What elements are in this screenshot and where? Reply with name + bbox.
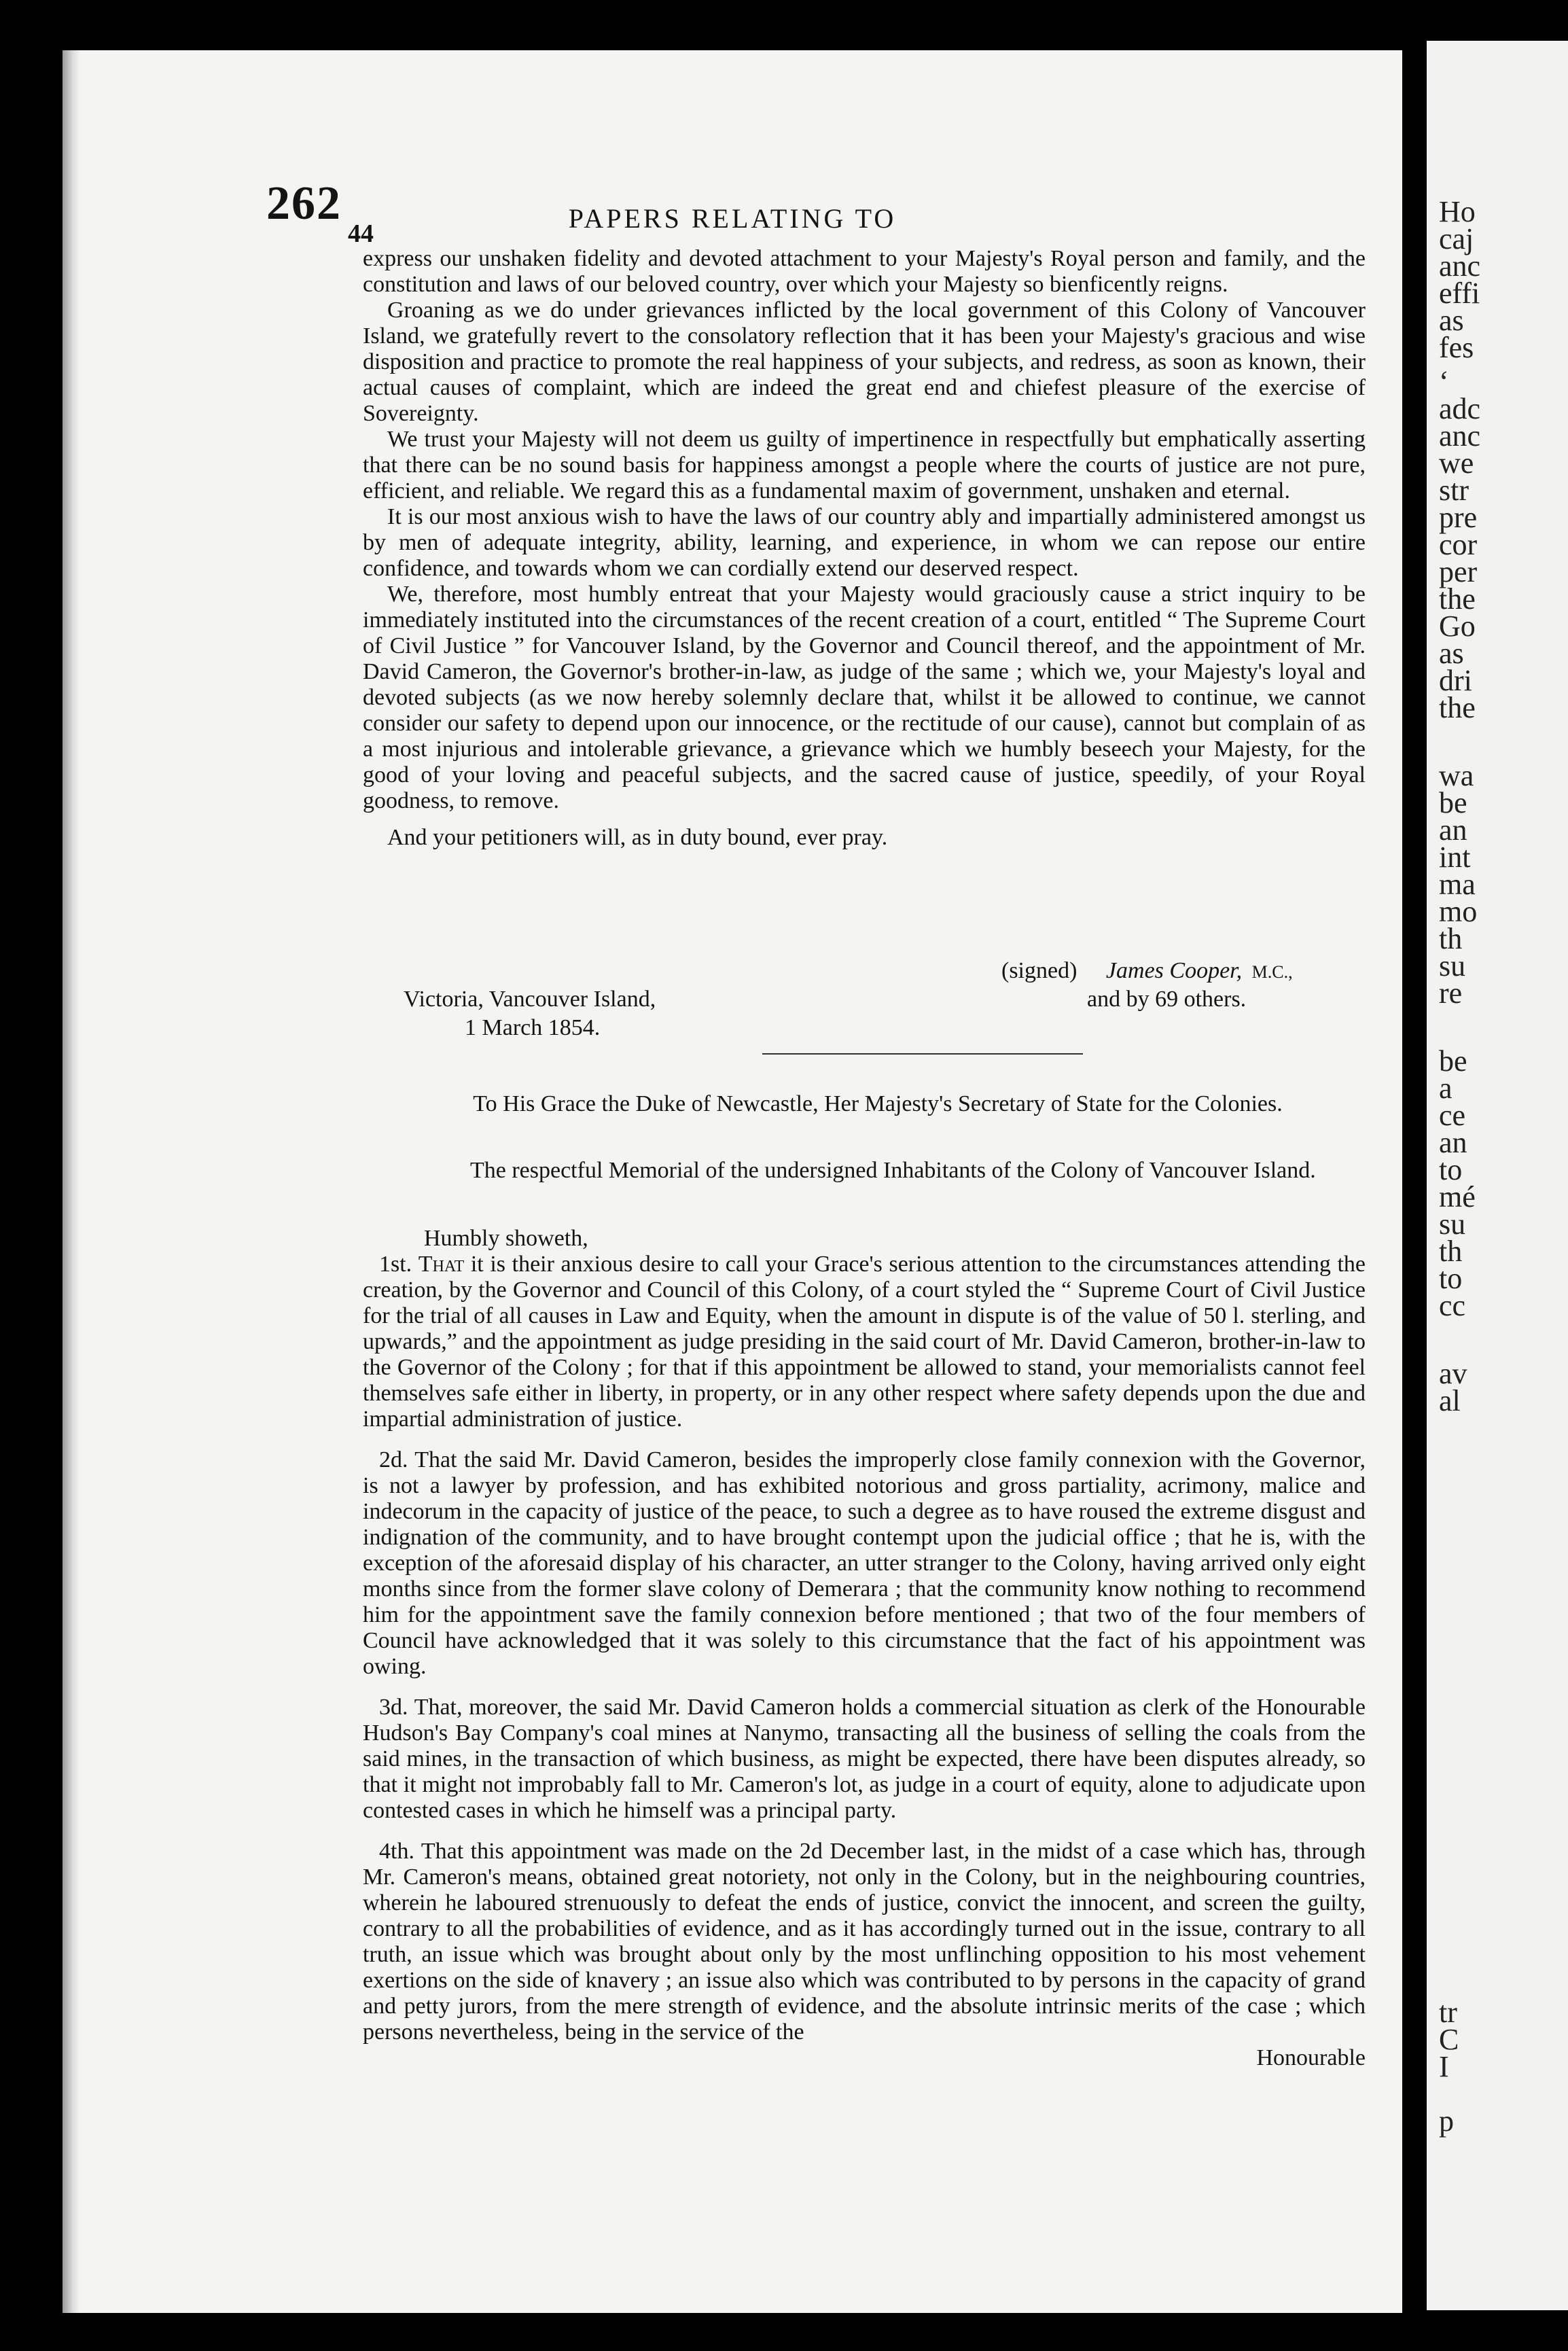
facing-fragment: the [1439, 691, 1476, 724]
memorial-item [363, 1252, 1366, 1432]
facing-fragment: su [1439, 1207, 1466, 1241]
facing-fragment: mé [1439, 1180, 1476, 1214]
facing-fragment: Go [1439, 609, 1476, 643]
facing-fragment: be [1439, 1044, 1467, 1078]
signatory-title: M.C., [1251, 962, 1293, 982]
item-number: 2d. [379, 1447, 408, 1472]
memorial-intro: The respectful Memorial of the undersigned Inhabitants of the Colony of Vancouver Island. [470, 1158, 1316, 1183]
facing-fragment: as [1439, 637, 1464, 670]
facing-fragment: ma [1439, 868, 1476, 901]
item-text: it is their anxious desire to call your Grace's serious attention to the circumstances attending the creation, by the Governor and Council of this Colony, of a court styled the “ Supreme Court of Civil Justice for the trial of all causes in Law and Equity, when the amount in dispute is of the value of 50 l. sterling, and upwards,” and the appointment as judge presiding in the said court of Mr. David Cameron, brother-in-law to the Governor of the Colony ; for that if this appointment be allowed to stand, your memorialists cannot feel themselves safe either in liberty, in property, or in any other respect where safety depends upon the due and impartial administration of justice. [363, 1252, 1366, 1432]
facing-fragment: p [1439, 2104, 1454, 2138]
facing-fragment: C [1439, 2023, 1459, 2056]
facing-fragment: to [1439, 1262, 1463, 1295]
facing-fragment: str [1439, 474, 1469, 507]
facing-fragment: ce [1439, 1099, 1466, 1132]
page-number-stamp: 262 [266, 177, 342, 230]
facing-fragment: cc [1439, 1289, 1466, 1322]
facing-fragment: we [1439, 446, 1474, 480]
petition-paragraph: It is our most anxious wish to have the laws of our country ably and impartially administered amongst us by men of adequate integrity, ability, learning, and experience, in whom we can repose our entire confidence, and towards whom we can cordially extend our deserved respect. [363, 504, 1366, 581]
petition-text [363, 246, 1366, 851]
petition-paragraph: Groaning as we do under grievances inflicted by the local government of this Colony of Vancouver Island, we gratefully revert to the consolatory reflection that it has been your Majesty's gracious and wise disposition and practice to promote the real happiness of your subjects, and redress, as soon as known, their actual causes of complaint, which are indeed the great end and chiefest pleasure of the exercise of Sovereignty. [363, 298, 1366, 426]
facing-fragment: an [1439, 813, 1467, 847]
petition-place: Victoria, Vancouver Island, [404, 987, 656, 1012]
facing-page [1427, 41, 1568, 2310]
facing-fragment: effi [1439, 277, 1480, 310]
facing-fragment: be [1439, 786, 1467, 819]
item-number: 3d. [379, 1695, 408, 1720]
facing-fragment: I [1439, 2050, 1449, 2083]
facing-fragment: su [1439, 949, 1466, 983]
memorial-item [363, 1695, 1366, 1824]
item-number: 4th. [379, 1839, 414, 1864]
facing-fragment: ‘ [1439, 365, 1449, 398]
document-page [63, 50, 1402, 2313]
page-gutter-shadow [63, 50, 80, 2313]
facing-fragment: cor [1439, 528, 1478, 561]
running-head: PAPERS RELATING TO [568, 203, 897, 234]
petition-date: 1 March 1854. [465, 1015, 601, 1040]
item-lead-word: That [418, 1252, 465, 1277]
facing-fragment: th [1439, 1235, 1463, 1268]
facing-fragment: dri [1439, 664, 1472, 697]
petition-others: and by 69 others. [1087, 987, 1247, 1012]
petition-paragraph: We, therefore, most humbly entreat that your Majesty would graciously cause a strict inquiry to be immediately instituted into the circumstances of the recent creation of a court, entitled “ The Supreme Court of Civil Justice ” for Vancouver Island, by the Governor and Council thereof, and the appointment of Mr. David Cameron, the Governor's brother-in-law, as judge of the same ; which we, your Majesty's loyal and devoted subjects (as we now hereby solemnly declare that, whilst it be allowed to continue, we cannot consider our safety to depend upon our innocence, or the rectitude of our cause), cannot but complain of as a most injurious and intolerable grievance, a grievance which we humbly beseech your Majesty, for the good of your loving and peaceful subjects, and the sacred cause of justice, speedily, of your Royal goodness, to remove. [363, 582, 1366, 813]
facing-fragment: per [1439, 555, 1478, 588]
item-number: 1st. [379, 1252, 412, 1277]
facing-fragment: tr [1439, 1996, 1457, 2029]
memorial-text [363, 1226, 1366, 2071]
signed-label: (signed) [1001, 958, 1077, 983]
facing-fragment: re [1439, 976, 1463, 1010]
item-text: That this appointment was made on the 2d December last, in the midst of a case which has, through Mr. Cameron's means, obtained great notoriety, not only in the Colony, but in the neighbouring countries, wherein he laboured strenuously to defeat the ends of justice, convict the innocent, and screen the guilty, contrary to all the probabilities of evidence, and as it has accordingly turned out in the issue, contrary to all truth, an issue which was brought about only by the most unflinching opposition to his most vehement exertions on the side of knavery ; an issue also which was contributed to by persons in the capacity of grand and petty jurors, from the mere strength of evidence, and the absolute intrinsic merits of the case ; which persons nevertheless, being in the service of the [363, 1839, 1366, 2045]
facing-fragment: anc [1439, 249, 1481, 283]
facing-fragment: int [1439, 841, 1471, 874]
facing-fragment: wa [1439, 759, 1474, 792]
facing-fragment: caj [1439, 222, 1474, 255]
memorial-address: To His Grace the Duke of Newcastle, Her Majesty's Secretary of State for the Colonies. [473, 1091, 1283, 1116]
facing-fragment: a [1439, 1072, 1453, 1105]
signatory-name: James Cooper, [1105, 958, 1243, 983]
section-divider [762, 1053, 1083, 1055]
facing-fragment: av [1439, 1357, 1467, 1390]
petition-closing: And your petitioners will, as in duty bound, ever pray. [387, 825, 888, 850]
petition-paragraph: express our unshaken fidelity and devoted attachment to your Majesty's Royal person and family, and the constitution and laws of our beloved country, over which your Majesty so bienficently reigns. [363, 246, 1366, 297]
facing-fragment: fes [1439, 331, 1474, 364]
catchword: Honourable [1256, 2045, 1366, 2070]
memorial-item [363, 1447, 1366, 1680]
memorial-item [363, 1839, 1366, 2045]
facing-fragment: Ho [1439, 195, 1476, 228]
facing-fragment: to [1439, 1153, 1463, 1186]
facing-fragment: anc [1439, 419, 1481, 453]
facing-fragment: al [1439, 1384, 1461, 1417]
facing-fragment: an [1439, 1126, 1467, 1159]
facing-fragment: the [1439, 582, 1476, 616]
facing-fragment: pre [1439, 501, 1478, 534]
item-text: That, moreover, the said Mr. David Cameron holds a commercial situation as clerk of the Honourable Hudson's Bay Company's coal mines at Nanymo, transacting all the business of selling the coals from the said mines, in the transaction of which business, as might be expected, there have been disputes already, so that it might not improbably fall to Mr. Cameron's lot, as judge in a court of equity, alone to adjudicate upon contested cases in which he himself was a principal party. [363, 1695, 1366, 1823]
memorial-showeth: Humbly showeth, [424, 1226, 588, 1251]
item-text: That the said Mr. David Cameron, besides the improperly close family connexion with the Governor, is not a lawyer by profession, and has exhibited notorious and gross partiality, acrimony, malice and indecorum in the capacity of justice of the peace, to such a degree as to have roused the extreme disgust and indignation of the community, and to have brought contempt upon the judicial office ; that he is, with the exception of the aforesaid display of his character, an utter stranger to the Colony, having arrived only eight months since from the former slave colony of Demerara ; that the community know nothing to recommend him for the appointment save the family connexion before mentioned ; that two of the four members of Council have acknowledged that it was solely to this circumstance that the fact of his appointment was owing. [363, 1447, 1366, 1679]
facing-fragment: adc [1439, 392, 1481, 425]
facing-fragment: th [1439, 922, 1463, 955]
petition-paragraph: We trust your Majesty will not deem us guilty of impertinence in respectfully but emphatically asserting that there can be no sound basis for happiness amongst a people where the courts of justice are not pure, efficient, and reliable. We regard this as a fundamental maxim of government, unshaken and eternal. [363, 427, 1366, 503]
folio-number: 44 [348, 219, 374, 248]
facing-fragment: mo [1439, 895, 1478, 928]
facing-fragment: as [1439, 304, 1464, 337]
